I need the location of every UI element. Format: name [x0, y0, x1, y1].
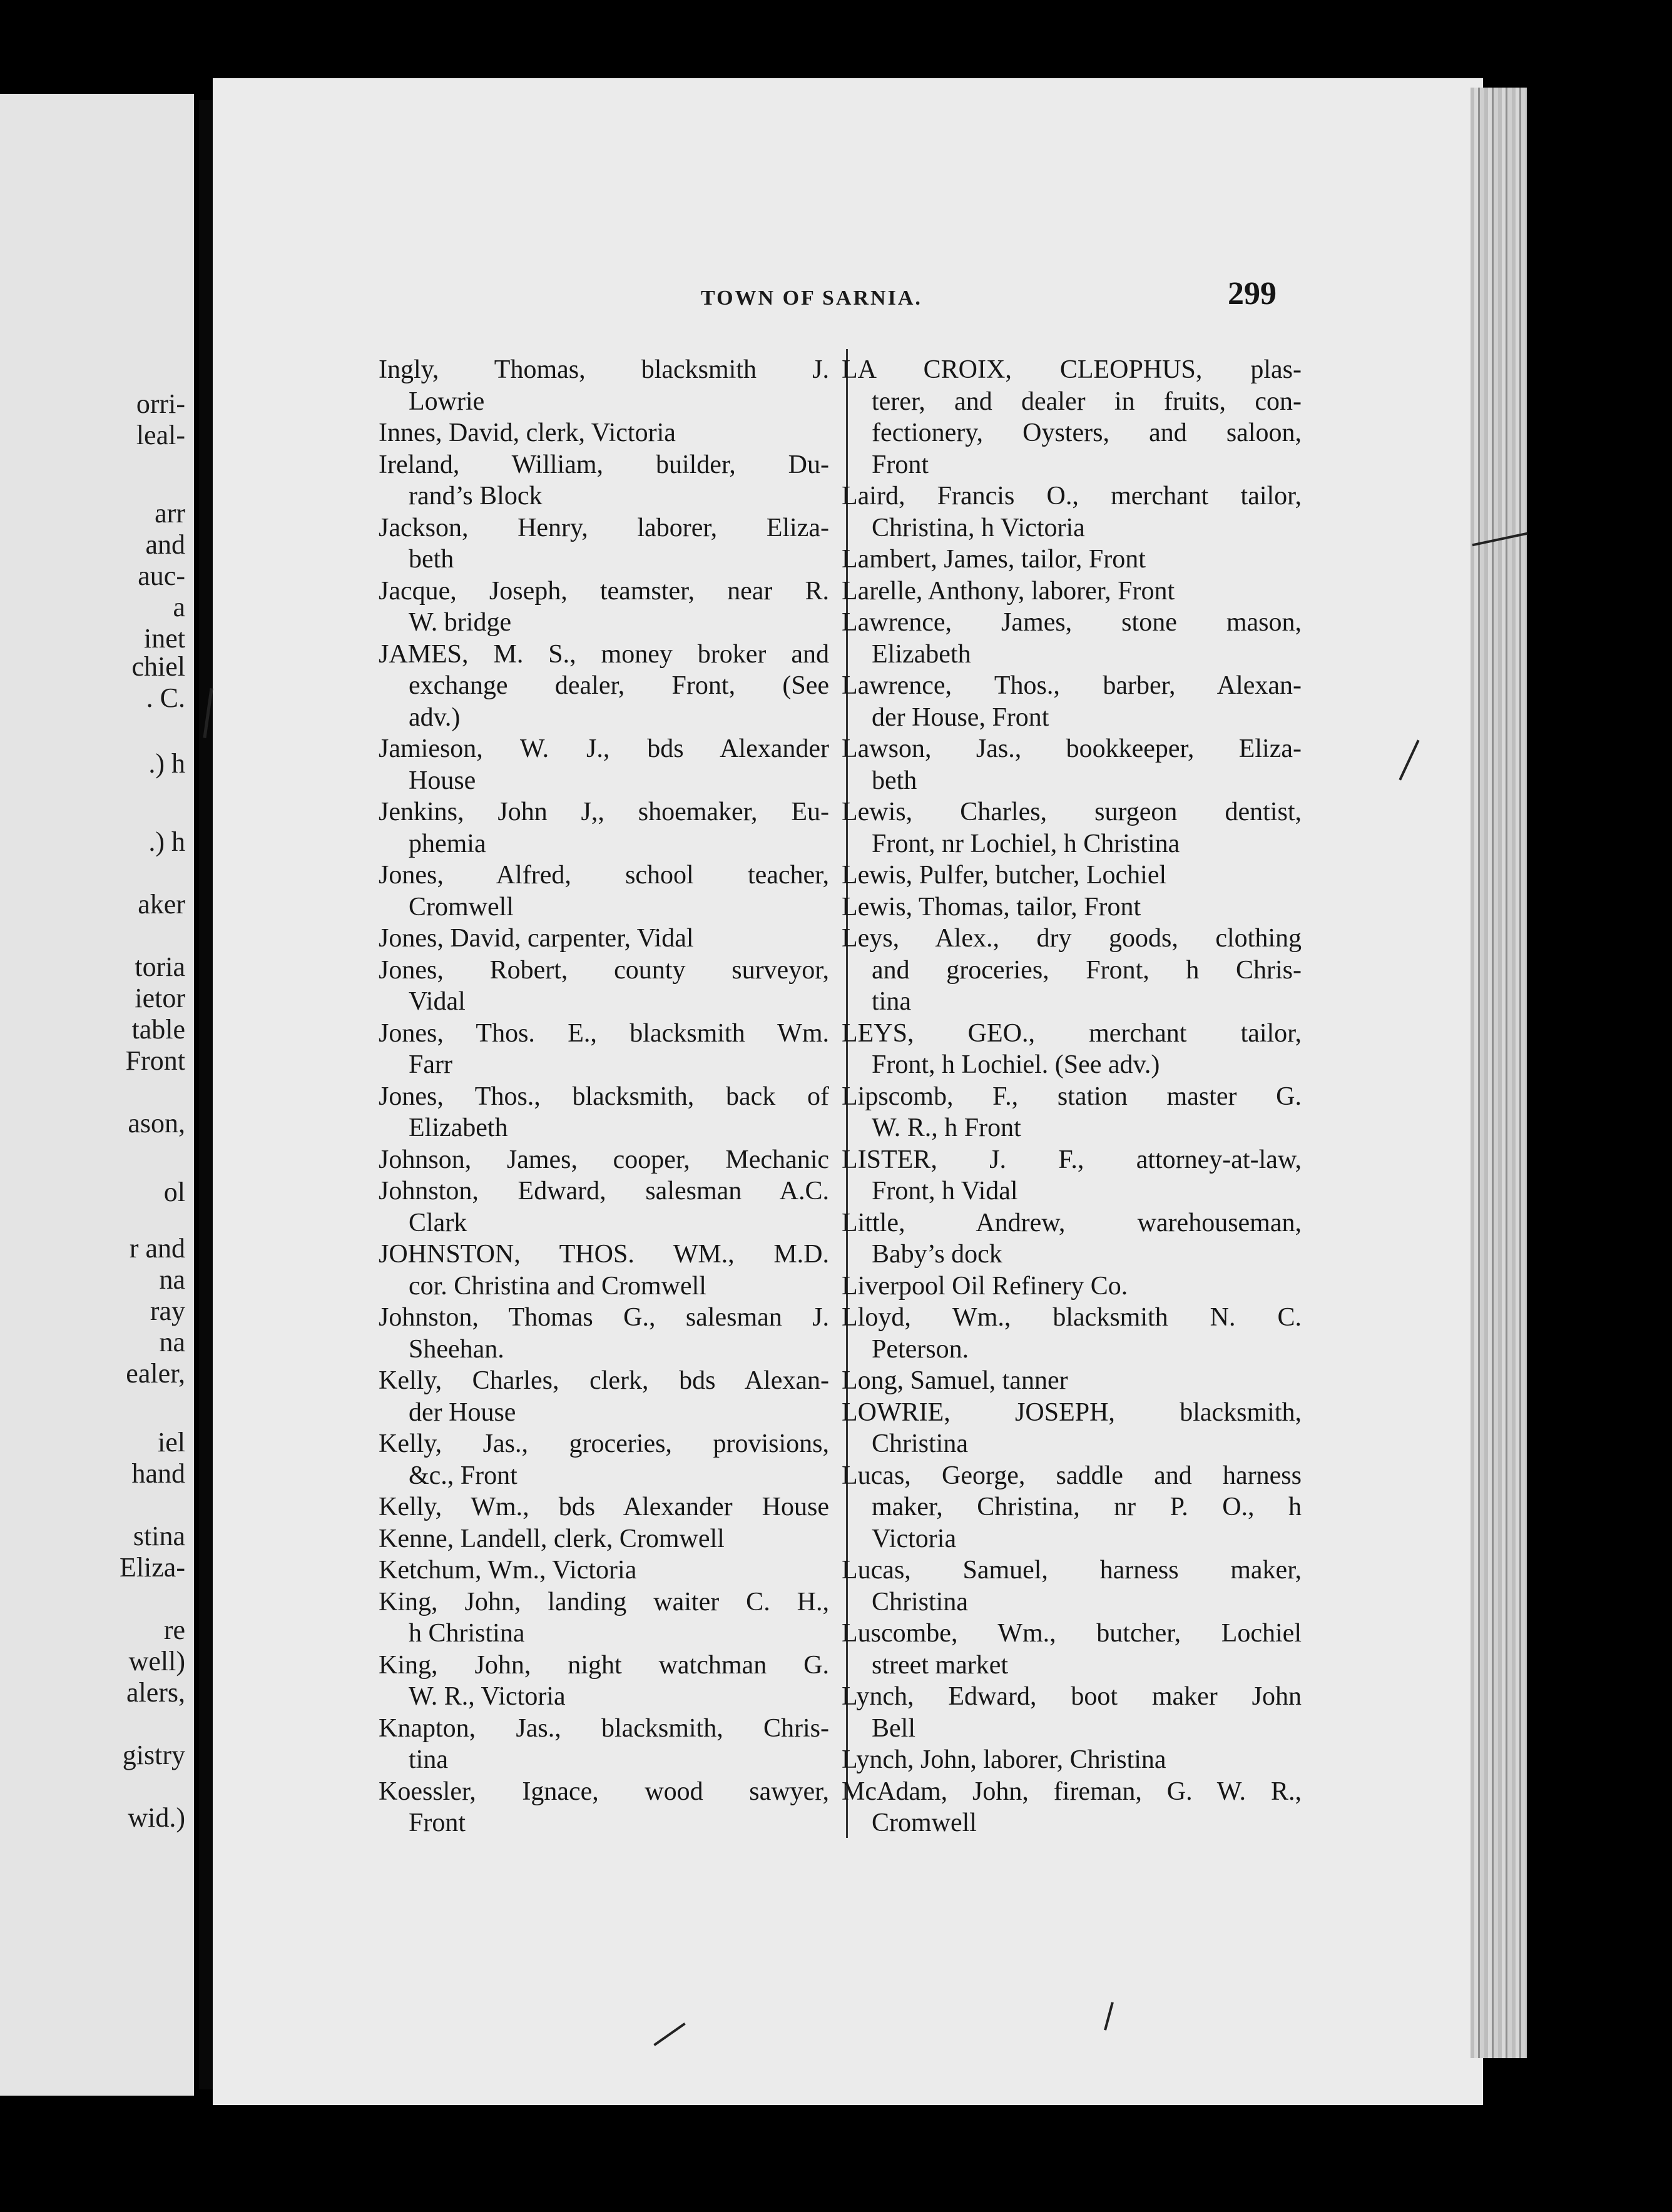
directory-entry-line: Jones, Alfred, school teacher,	[379, 861, 829, 890]
left-page-fragment: table	[131, 1014, 185, 1045]
left-page-fragment: aker	[138, 889, 185, 920]
directory-entry-line: Peterson.	[872, 1334, 969, 1364]
directory-entry-line: Kenne, Landell, clerk, Cromwell	[379, 1524, 725, 1553]
left-page-fragment: iel	[158, 1427, 185, 1458]
directory-entry-line: LEYS, GEO., merchant tailor,	[842, 1018, 1302, 1048]
directory-entry-line: Lewis, Pulfer, butcher, Lochiel	[842, 861, 1167, 890]
directory-entry-line: Jamieson, W. J., bds Alexander	[379, 734, 829, 763]
directory-entry-line: Luscombe, Wm., butcher, Lochiel	[842, 1619, 1302, 1648]
directory-entry-line: der House, Front	[872, 703, 1049, 732]
directory-entry-line: Baby’s dock	[872, 1240, 1002, 1269]
left-page-fragment: leal-	[136, 420, 185, 450]
directory-entry-line: Cromwell	[409, 892, 514, 921]
left-page-fragment: . C.	[146, 682, 185, 713]
directory-entry-line: adv.)	[409, 703, 461, 732]
directory-entry-line: W. bridge	[409, 608, 512, 637]
left-page-fragment: r and	[129, 1233, 185, 1264]
directory-entry-line: exchange dealer, Front, (See	[409, 671, 829, 700]
directory-entry-line: King, John, night watchman G.	[379, 1650, 829, 1680]
directory-entry-line: Lawson, Jas., bookkeeper, Eliza-	[842, 734, 1302, 763]
directory-entry-line: Lloyd, Wm., blacksmith N. C.	[842, 1303, 1302, 1332]
directory-entry-line: Innes, David, clerk, Victoria	[379, 419, 676, 447]
directory-entry-line: maker, Christina, nr P. O., h	[872, 1493, 1302, 1521]
directory-entry-line: LA CROIX, CLEOPHUS, plas-	[842, 355, 1302, 384]
left-page-fragment: chiel	[131, 651, 185, 682]
directory-entry-line: LISTER, J. F., attorney-at-law,	[842, 1145, 1302, 1174]
directory-entry-line: Front	[872, 450, 929, 479]
left-page-fragment: auc-	[138, 561, 185, 591]
directory-entry-line: Lawrence, Thos., barber, Alexan-	[842, 671, 1302, 700]
directory-entry-line: Knapton, Jas., blacksmith, Chris-	[379, 1713, 829, 1743]
directory-entry-line: Leys, Alex., dry goods, clothing	[842, 924, 1302, 953]
directory-entry-line: Lynch, Edward, boot maker John	[842, 1682, 1302, 1711]
directory-entry-line: Larelle, Anthony, laborer, Front	[842, 576, 1175, 606]
directory-entry-line: Christina	[872, 1429, 968, 1458]
directory-entry-line: Front, nr Lochiel, h Christina	[872, 829, 1180, 858]
directory-entry-line: fectionery, Oysters, and saloon,	[872, 419, 1302, 447]
directory-entry-line: Johnston, Edward, salesman A.C.	[379, 1177, 829, 1205]
left-page-fragment: ray	[150, 1296, 185, 1326]
left-page-fragment: and	[145, 529, 185, 560]
directory-entry-line: Liverpool Oil Refinery Co.	[842, 1271, 1128, 1301]
directory-entry-line: beth	[409, 545, 454, 574]
directory-entry-line: Ketchum, Wm., Victoria	[379, 1556, 637, 1585]
directory-column-right	[842, 354, 1302, 1839]
directory-entry-line: Christina, h Victoria	[872, 513, 1085, 542]
left-page-fragment: arr	[155, 498, 185, 529]
directory-entry-line: Lynch, John, laborer, Christina	[842, 1745, 1166, 1774]
left-page-edge	[0, 94, 194, 2096]
directory-entry-line: Kelly, Charles, clerk, bds Alexan-	[379, 1366, 829, 1395]
left-page-fragment: wid.)	[128, 1802, 185, 1833]
directory-entry-line: phemia	[409, 829, 486, 858]
directory-entry-line: Lucas, George, saddle and harness	[842, 1461, 1302, 1490]
directory-entry-line: Lawrence, James, stone mason,	[842, 608, 1302, 637]
directory-entry-line: W. R., h Front	[872, 1114, 1021, 1142]
directory-entry-line: beth	[872, 766, 917, 795]
left-page-fragment: orri-	[136, 388, 185, 419]
directory-entry-line: der House	[409, 1398, 516, 1427]
directory-entry-line: Koessler, Ignace, wood sawyer,	[379, 1777, 829, 1806]
directory-entry-line: King, John, landing waiter C. H.,	[379, 1587, 829, 1616]
directory-entry-line: Johnston, Thomas G., salesman J.	[379, 1303, 829, 1332]
directory-entry-line: Front, h Vidal	[872, 1177, 1018, 1205]
left-page-fragment: well)	[128, 1646, 185, 1677]
directory-entry-line: Lambert, James, tailor, Front	[842, 545, 1146, 574]
directory-entry-line: cor. Christina and Cromwell	[409, 1271, 706, 1301]
running-header: TOWN OF SARNIA.	[701, 287, 922, 310]
directory-entry-line: Vidal	[409, 987, 466, 1016]
left-page-fragment: hand	[131, 1458, 185, 1489]
directory-entry-line: Jones, David, carpenter, Vidal	[379, 924, 694, 953]
directory-entry-line: Little, Andrew, warehouseman,	[842, 1208, 1302, 1237]
directory-entry-line: JAMES, M. S., money broker and	[379, 639, 829, 669]
directory-entry-line: Clark	[409, 1208, 467, 1237]
directory-entry-line: &c., Front	[409, 1461, 517, 1490]
directory-entry-line: Front, h Lochiel. (See adv.)	[872, 1050, 1160, 1079]
directory-entry-line: Laird, Francis O., merchant tailor,	[842, 482, 1302, 510]
left-page-fragment: re	[163, 1615, 185, 1645]
directory-entry-line: tina	[409, 1745, 448, 1774]
left-page-fragment: alers,	[126, 1677, 185, 1708]
directory-entry-line: Jones, Robert, county surveyor,	[379, 955, 829, 985]
directory-entry-line: Kelly, Jas., groceries, provisions,	[379, 1429, 829, 1458]
directory-entry-line: Lewis, Thomas, tailor, Front	[842, 892, 1141, 921]
directory-entry-line: Elizabeth	[872, 639, 971, 669]
directory-entry-line: Cromwell	[872, 1809, 977, 1837]
left-page-fragment: toria	[135, 951, 185, 982]
left-page-fragment: ealer,	[126, 1358, 185, 1389]
left-page-fragment: a	[173, 592, 185, 622]
directory-entry-line: Long, Samuel, tanner	[842, 1366, 1068, 1395]
directory-entry-line: Jones, Thos. E., blacksmith Wm.	[379, 1018, 829, 1048]
left-page-fragment: na	[159, 1327, 185, 1357]
directory-entry-line: Lucas, Samuel, harness maker,	[842, 1556, 1302, 1585]
left-page-fragment: Front	[125, 1045, 185, 1076]
directory-entry-line: Farr	[409, 1050, 452, 1079]
left-page-fragment: gistry	[122, 1740, 185, 1770]
directory-entry-line: Bell	[872, 1713, 915, 1743]
directory-entry-line: street market	[872, 1650, 1009, 1680]
left-page-fragment: inet	[144, 623, 185, 654]
left-page-fragment: Eliza-	[119, 1552, 185, 1583]
left-page-fragment: na	[159, 1264, 185, 1295]
directory-entry-line: Jenkins, John J,, shoemaker, Eu-	[379, 798, 829, 826]
directory-entry-line: Elizabeth	[409, 1114, 508, 1142]
left-page-fragment: .) h	[148, 748, 185, 779]
left-page-fragment: ol	[163, 1177, 185, 1207]
directory-entry-line: Lowrie	[409, 387, 485, 416]
directory-entry-line: JOHNSTON, THOS. WM., M.D.	[379, 1240, 829, 1269]
directory-entry-line: W. R., Victoria	[409, 1682, 566, 1711]
left-page-fragment: stina	[133, 1521, 185, 1551]
directory-entry-line: Lewis, Charles, surgeon dentist,	[842, 798, 1302, 826]
left-page-fragment: ietor	[135, 983, 185, 1013]
directory-column-left	[379, 354, 829, 1839]
directory-entry-line: Christina	[872, 1587, 968, 1616]
left-page-fragment: .) h	[148, 826, 185, 857]
page-edges	[1471, 88, 1527, 2058]
directory-entry-line: Jackson, Henry, laborer, Eliza-	[379, 513, 829, 542]
directory-entry-line: Front	[409, 1809, 466, 1837]
directory-entry-line: Johnson, James, cooper, Mechanic	[379, 1145, 829, 1174]
left-page-fragment: ason,	[128, 1108, 185, 1139]
directory-entry-line: and groceries, Front, h Chris-	[872, 955, 1302, 985]
page-number: 299	[1228, 276, 1277, 312]
directory-entry-line: terer, and dealer in fruits, con-	[872, 387, 1302, 416]
directory-entry-line: Victoria	[872, 1524, 957, 1553]
directory-entry-line: LOWRIE, JOSEPH, blacksmith,	[842, 1398, 1302, 1427]
directory-entry-line: House	[409, 766, 476, 795]
directory-entry-line: Sheehan.	[409, 1334, 504, 1364]
directory-entry-line: rand’s Block	[409, 482, 543, 510]
directory-entry-line: h Christina	[409, 1619, 525, 1648]
directory-entry-line: Jones, Thos., blacksmith, back of	[379, 1082, 829, 1111]
directory-entry-line: tina	[872, 987, 911, 1016]
directory-entry-line: McAdam, John, fireman, G. W. R.,	[842, 1777, 1302, 1806]
directory-entry-line: Ireland, William, builder, Du-	[379, 450, 829, 479]
directory-entry-line: Kelly, Wm., bds Alexander House	[379, 1493, 829, 1521]
directory-entry-line: Ingly, Thomas, blacksmith J.	[379, 355, 829, 384]
directory-entry-line: Lipscomb, F., station master G.	[842, 1082, 1302, 1111]
book-gutter	[199, 100, 213, 2089]
directory-entry-line: Jacque, Joseph, teamster, near R.	[379, 576, 829, 606]
